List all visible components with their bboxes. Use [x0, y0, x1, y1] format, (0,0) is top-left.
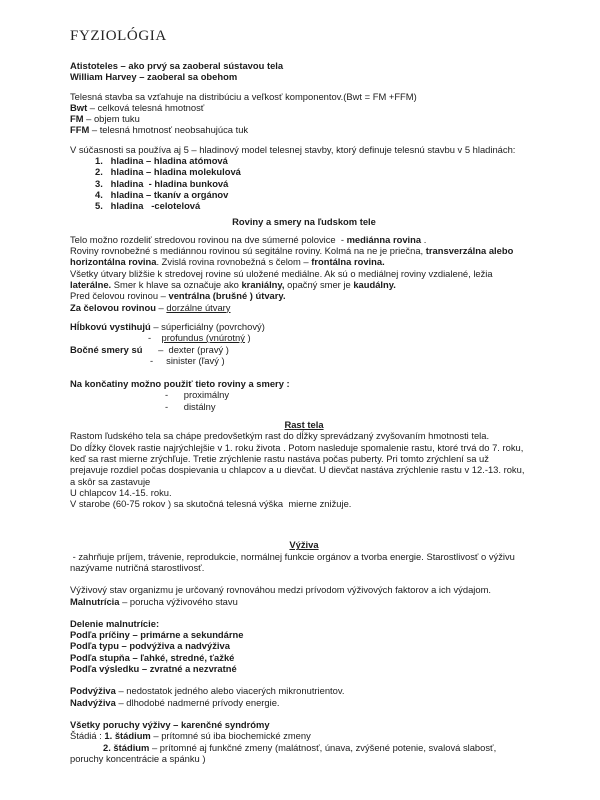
text-line: [70, 742, 538, 753]
text-line: [70, 279, 538, 290]
text-segment: Smer k hlave sa označuje ako: [111, 279, 242, 291]
text-line: [70, 178, 538, 189]
text-segment: 1. štádium: [104, 730, 151, 742]
text-line: [70, 663, 538, 674]
text-segment: - sinister (ľavý ): [150, 354, 225, 366]
text-line: [70, 652, 538, 663]
text-segment: . Zvislá rovina rovnobežná s čelom –: [156, 256, 312, 268]
spacer: [70, 607, 538, 618]
text-segment: Nadvýživa: [70, 696, 116, 708]
text-line: [70, 268, 538, 279]
text-segment: Bočné smery sú: [70, 343, 143, 355]
section-heading: [70, 539, 538, 550]
text-segment: Do dĺžky človek rastie najrýchlejšie v 1. roku života . Potom nasleduje spomalenie rastu, ktoré trvá do 7. roku,: [70, 441, 524, 453]
text-line: [70, 113, 538, 124]
text-line: [70, 144, 538, 155]
text-line: [70, 697, 538, 708]
text-segment: a skôr sa zastavuje: [70, 475, 151, 487]
text-segment: horizontálna rovina: [70, 256, 157, 268]
text-segment: ): [244, 332, 251, 344]
text-line: [70, 596, 538, 607]
text-line: [70, 389, 538, 400]
text-segment: U chlapcov 14.-15. roku.: [70, 486, 172, 498]
text-line: [70, 430, 538, 441]
text-segment: Roviny a smery na ľudskom tele: [232, 215, 376, 227]
text-line: [70, 464, 538, 475]
document-content: [70, 60, 538, 764]
text-segment: Hĺbkovú vystihujú: [70, 320, 151, 332]
text-segment: – telesná hmotnosť neobsahujúca tuk: [89, 124, 249, 136]
text-segment: – celková telesná hmotnosť: [87, 101, 205, 113]
text-line: [70, 91, 538, 102]
text-segment: Všetky útvary bližšie k stredovej rovine sú uložené mediálne. Ak sú o mediálnej roviny vzdialené, ležia: [70, 267, 493, 279]
text-segment: Telesná stavba sa vzťahuje na distribúciu a veľkosť komponentov.(Bwt = FM +FFM): [70, 90, 417, 102]
text-segment: – dlhodobé nadmerné prívody energie.: [115, 696, 280, 708]
text-segment: Všetky poruchy výživy – karenčné syndrómy: [70, 718, 270, 730]
text-segment: Telo možno rozdeliť stredovou rovinou na dve súmerné polovice -: [70, 233, 347, 245]
spacer: [70, 573, 538, 584]
text-segment: - proximálny: [165, 389, 230, 401]
text-segment: Výživový stav organizmu je určovaný rovnováhou medzi prívodom výživových faktorov a ich výdajom.: [70, 584, 492, 596]
text-line: [70, 719, 538, 730]
text-segment: Na končatiny možno použiť tieto roviny a smery :: [70, 378, 290, 390]
text-line: [70, 332, 538, 343]
text-line: [70, 256, 538, 267]
text-line: [70, 685, 538, 696]
text-line: [70, 290, 538, 301]
text-line: [70, 442, 538, 453]
text-segment: V starobe (60-75 rokov ) sa skutočná telesná výška mierne znižuje.: [70, 498, 352, 510]
text-line: [70, 551, 538, 562]
text-segment: - distálny: [165, 400, 216, 412]
text-line: [70, 629, 538, 640]
text-segment: kaudálny.: [353, 279, 396, 291]
text-segment: –: [155, 301, 167, 313]
text-segment: Za čelovou rovinou: [70, 301, 156, 313]
text-segment: 2. hladina – hladina molekulová: [95, 166, 241, 178]
text-segment: ventrálna (brušné ) útvary.: [168, 290, 286, 302]
text-segment: V súčasnosti sa používa aj 5 – hladinový model telesnej stavby, ktorý definuje telesnú stavbu v 5 hladinách:: [70, 143, 516, 155]
text-segment: Atistoteles – ako prvý sa zaoberal sústavou tela: [70, 60, 284, 71]
text-line: [70, 344, 538, 355]
text-segment: Bwt: [70, 101, 88, 113]
text-segment: William Harvey – zaoberal sa obehom: [70, 71, 238, 83]
text-segment: – prítomné sú iba biochemické zmeny: [150, 730, 311, 742]
spacer: [70, 83, 538, 91]
text-line: [70, 102, 538, 113]
spacer: [70, 313, 538, 321]
spacer: [70, 708, 538, 719]
text-segment: – nedostatok jedného alebo viacerých mikronutrientov.: [115, 685, 345, 697]
text-line: [70, 60, 538, 71]
text-segment: profundus (vnúrotný: [161, 332, 245, 344]
text-segment: 2. štádium: [103, 741, 150, 753]
text-line: [70, 200, 538, 211]
text-segment: Výživa: [289, 539, 319, 551]
spacer: [70, 227, 538, 234]
text-segment: Rast tela: [284, 419, 324, 431]
text-segment: Delenie malnutrície:: [70, 617, 160, 629]
text-segment: keď sa rast mierne zrýchľuje. Tretie zrýchlenie rastu nastáva počas puberty. Pri tomto zrýchlení sa už: [70, 452, 489, 464]
text-line: [70, 71, 538, 82]
text-segment: laterálne.: [70, 279, 112, 291]
section-heading: [70, 419, 538, 430]
text-segment: .: [421, 233, 427, 245]
text-line: [70, 453, 538, 464]
text-segment: transverzálna alebo: [425, 245, 514, 257]
text-line: [70, 498, 538, 509]
text-line: [70, 245, 538, 256]
text-line: [70, 166, 538, 177]
text-segment: Podvýživa: [70, 685, 116, 697]
text-line: [70, 618, 538, 629]
text-line: [70, 476, 538, 487]
text-segment: Podľa výsledku – zvratné a nezvratné: [70, 663, 237, 675]
text-line: [70, 640, 538, 651]
text-segment: 3. hladina - hladina bunková: [95, 177, 229, 189]
text-segment: poruchy koncentrácie a spánku ): [70, 752, 206, 764]
text-segment: 4. hladina – tkanív a orgánov: [95, 188, 229, 200]
text-segment: 1. hladina – hladina atómová: [95, 155, 228, 167]
text-segment: – súperficiálny (povrchový): [150, 320, 265, 332]
text-segment: – dexter (pravý ): [142, 343, 229, 355]
text-segment: – objem tuku: [83, 113, 140, 125]
text-segment: Podľa príčiny – primárne a sekundárne: [70, 629, 244, 641]
text-line: [70, 189, 538, 200]
text-segment: nazývame nutričná starostlivosť.: [70, 561, 205, 573]
text-segment: Podľa stupňa – ľahké, stredné, ťažké: [70, 651, 235, 663]
text-segment: dorzálne útvary: [166, 301, 231, 313]
text-segment: kraniálny,: [241, 279, 285, 291]
text-segment: opačný smer je: [284, 279, 354, 291]
text-line: [70, 321, 538, 332]
text-segment: Rastom ľudského tela sa chápe predovšetkým rast do dĺžky sprevádzaný zvyšovaním hmotnosti tela.: [70, 430, 490, 442]
text-segment: Štádiá :: [70, 730, 105, 742]
text-line: [70, 487, 538, 498]
document-title: FYZIOLÓGIA: [70, 28, 167, 44]
text-segment: Pred čelovou rovinou –: [70, 290, 169, 302]
text-segment: - zahrňuje príjem, trávenie, reprodukcie, normálnej funkcie orgánov a tvorba energie. Starostlivosť o výživu: [70, 550, 515, 562]
text-line: [70, 401, 538, 412]
spacer: [70, 366, 538, 378]
text-segment: Roviny rovnobežné s mediánnou rovinou sú segitálne roviny. Kolmá na ne je priečna,: [70, 245, 426, 257]
text-line: [70, 355, 538, 366]
text-segment: – prítomné aj funkčné zmeny (malátnosť, únava, zvýšené potenie, svalová slabosť,: [149, 741, 497, 753]
text-line: [70, 124, 538, 135]
spacer: [70, 509, 538, 539]
text-line: [70, 584, 538, 595]
text-line: [70, 378, 538, 389]
text-line: [70, 562, 538, 573]
text-segment: FM: [70, 113, 84, 125]
spacer: [70, 412, 538, 419]
text-segment: -: [148, 332, 162, 344]
text-segment: Podľa typu – podvýživa a nadvýživa: [70, 640, 230, 652]
section-heading: [70, 216, 538, 227]
text-segment: frontálna rovina.: [311, 256, 385, 268]
text-line: [70, 730, 538, 741]
spacer: [70, 674, 538, 685]
text-line: [70, 753, 538, 764]
text-line: [70, 302, 538, 313]
text-segment: prejavuje rozdiel počas dospievania u chlapcov a u dievčat. U dievčat nastáva zrýchlenie rastu v 12.-13. roku,: [70, 464, 525, 476]
text-segment: FFM: [70, 124, 90, 136]
text-line: [70, 155, 538, 166]
text-segment: – porucha výživového stavu: [119, 595, 238, 607]
text-line: [70, 234, 538, 245]
text-segment: mediánna rovina: [346, 233, 422, 245]
text-segment: 5. hladina -celotelová: [95, 200, 201, 212]
text-segment: Malnutrícia: [70, 595, 120, 607]
spacer: [70, 136, 538, 144]
